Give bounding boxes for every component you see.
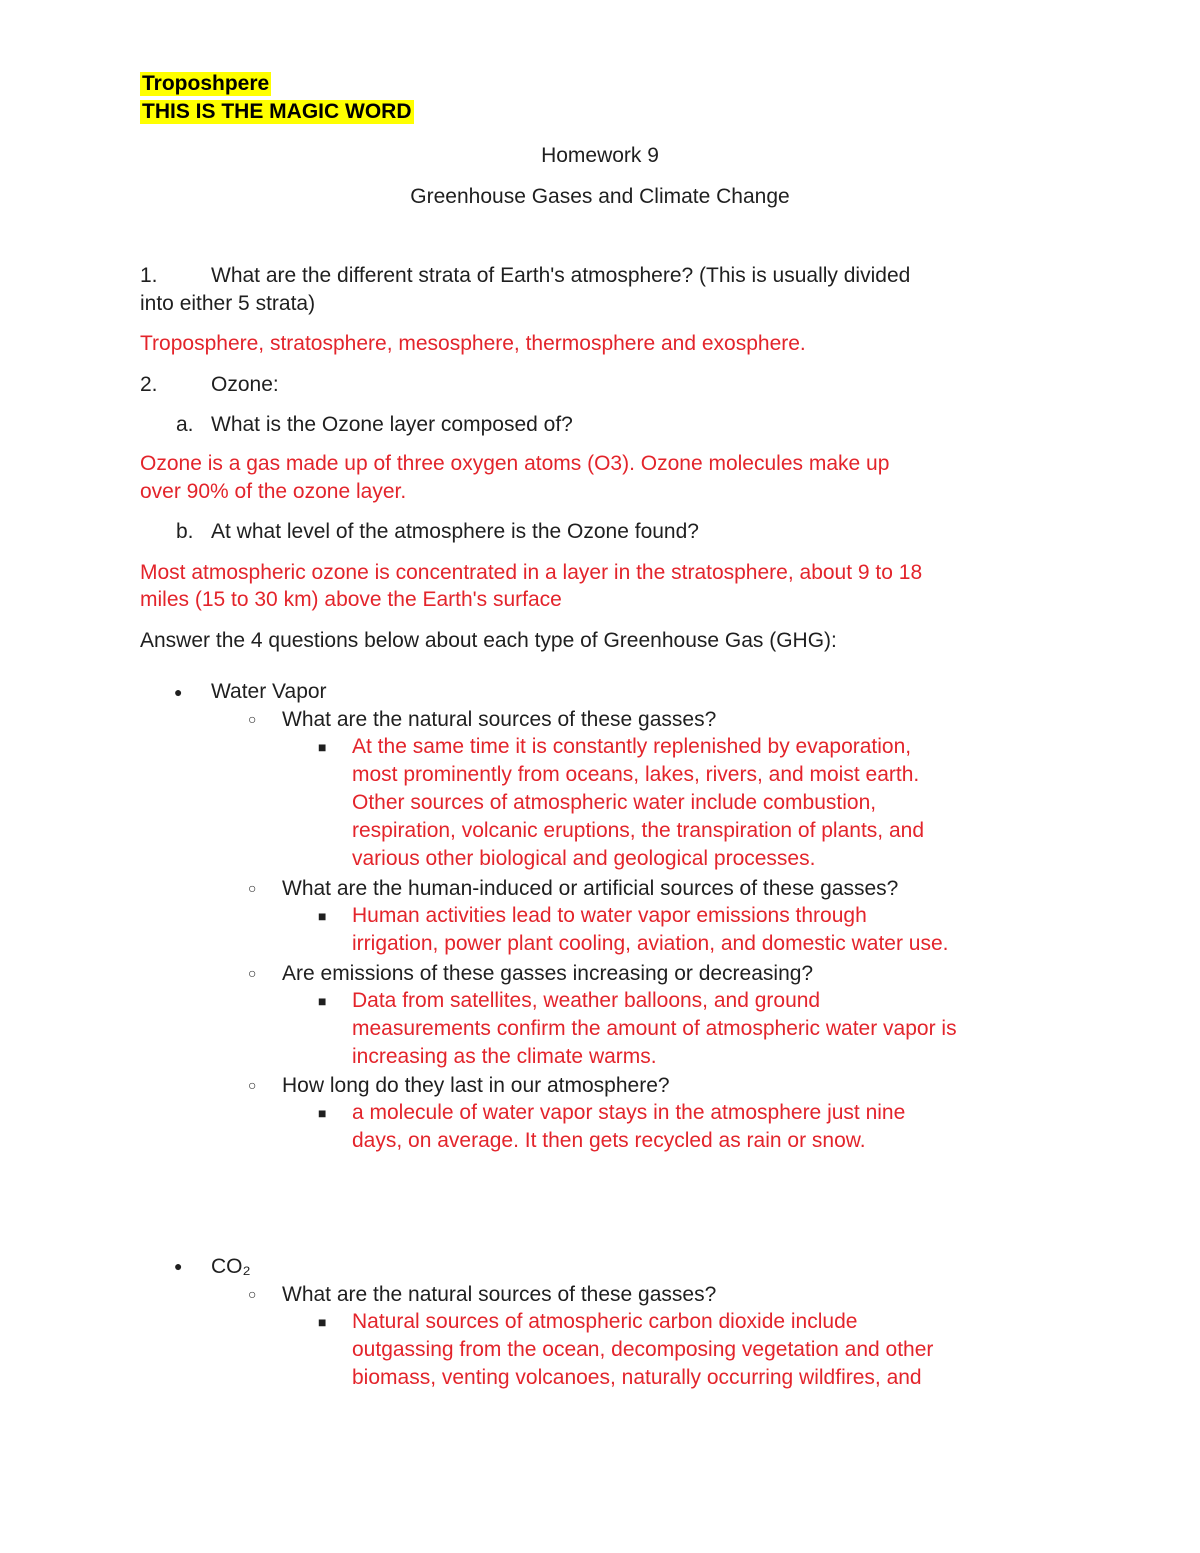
circle-bullet-icon: ○ <box>248 880 257 896</box>
q2a-label: a. <box>176 413 194 436</box>
q2-text: Ozone: <box>211 373 279 396</box>
q2a-answer-line1: Ozone is a gas made up of three oxygen atoms (O3). Ozone molecules make up <box>140 452 890 475</box>
water-vapor-heading: Water Vapor <box>211 680 327 703</box>
q2-number: 2. <box>140 373 158 396</box>
circle-bullet-icon: ○ <box>248 1286 257 1302</box>
magic-word: THIS IS THE MAGIC WORD <box>142 100 412 123</box>
q1-answer: Troposphere, stratosphere, mesosphere, thermosphere and exosphere. <box>140 332 806 355</box>
water-q-last: How long do they last in our atmosphere? <box>282 1074 670 1097</box>
circle-bullet-icon: ○ <box>248 1077 257 1093</box>
disc-bullet-icon: ● <box>174 684 183 700</box>
water-q-human: What are the human-induced or artificial sources of these gasses? <box>282 877 899 900</box>
ghg-intro: Answer the 4 questions below about each type of Greenhouse Gas (GHG): <box>140 629 837 652</box>
q1-text-line1: What are the different strata of Earth's atmosphere? (This is usually divided <box>211 264 911 287</box>
doc-title: Homework 9 <box>541 144 659 167</box>
square-bullet-icon: ■ <box>318 739 327 755</box>
q2a-text: What is the Ozone layer composed of? <box>211 413 573 436</box>
disc-bullet-icon: ● <box>174 1258 183 1274</box>
magic-title: Troposhpere <box>142 72 270 95</box>
q2b-label: b. <box>176 520 194 543</box>
water-a-last: a molecule of water vapor stays in the atmosphere just nine days, on average. It then gets recycled as rain or snow. <box>352 1101 906 1152</box>
q2b-answer-line1: Most atmospheric ozone is concentrated in a layer in the stratosphere, about 9 to 18 <box>140 561 923 584</box>
co2-heading: CO₂ <box>211 1255 251 1278</box>
co2-q-natural: What are the natural sources of these gasses? <box>282 1283 717 1306</box>
q1-text-line2: into either 5 strata) <box>140 292 316 315</box>
square-bullet-icon: ■ <box>318 908 327 924</box>
doc-subtitle: Greenhouse Gases and Climate Change <box>410 185 790 208</box>
square-bullet-icon: ■ <box>318 993 327 1009</box>
q2b-answer-line2: miles (15 to 30 km) above the Earth's surface <box>140 588 562 611</box>
water-a-human: Human activities lead to water vapor emissions through irrigation, power plant cooling, aviation, and domestic water use. <box>352 904 949 955</box>
q2b-text: At what level of the atmosphere is the Ozone found? <box>211 520 699 543</box>
water-a-trend: Data from satellites, weather balloons, and ground measurements confirm the amount of atmospheric water vapor is increasing as the climate warms. <box>352 989 957 1068</box>
circle-bullet-icon: ○ <box>248 711 257 727</box>
water-q-natural: What are the natural sources of these gasses? <box>282 708 717 731</box>
q1-number: 1. <box>140 264 158 287</box>
water-a-natural: At the same time it is constantly replenished by evaporation, most prominently from oceans, lakes, rivers, and moist earth. Other sources of atmospheric water include combustion, respiration, volcanic eruptions, the transpiration of plants, and various other biological and geological processes. <box>352 735 924 870</box>
co2-a-natural: Natural sources of atmospheric carbon dioxide include outgassing from the ocean, decomposing vegetation and other biomass, venting volcanoes, naturally occurring wildfires, and <box>352 1310 934 1389</box>
square-bullet-icon: ■ <box>318 1314 327 1330</box>
water-q-trend: Are emissions of these gasses increasing or decreasing? <box>282 962 814 985</box>
circle-bullet-icon: ○ <box>248 965 257 981</box>
square-bullet-icon: ■ <box>318 1105 327 1121</box>
q2a-answer-line2: over 90% of the ozone layer. <box>140 480 407 503</box>
